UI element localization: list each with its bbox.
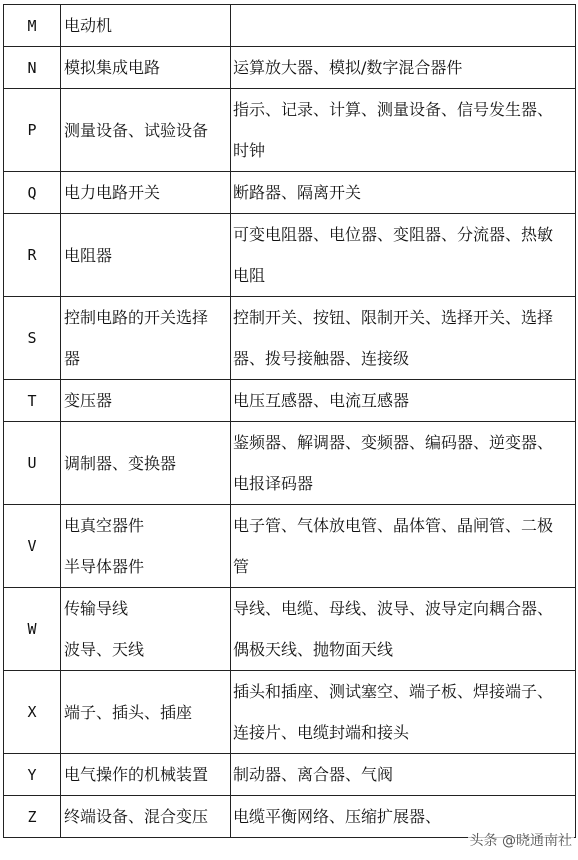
row-code: Q [4, 172, 61, 214]
row-name [61, 422, 231, 505]
row-items [231, 422, 576, 505]
row-items [231, 172, 576, 214]
items-line: 断路器、隔离开关 [233, 183, 362, 202]
items-line: 可变电阻器、电位器、变阻器、分流器、热敏 [233, 225, 554, 244]
watermark: 头条 @晓通南社 [468, 830, 574, 850]
row-items [231, 754, 576, 796]
table-row [4, 47, 576, 89]
items-line: 运算放大器、模拟/数字混合器件 [233, 58, 463, 77]
name-line: 电真空器件 [64, 516, 145, 535]
row-code: T [4, 380, 61, 422]
row-name [61, 671, 231, 754]
table-body [4, 5, 576, 838]
row-items [231, 89, 576, 172]
name-line: 电阻器 [64, 245, 113, 265]
row-name [61, 754, 231, 796]
row-code: X [4, 671, 61, 754]
row-name [61, 505, 231, 588]
items-line: 电报译码器 [233, 474, 314, 493]
items-line: 鉴频器、解调器、变频器、编码器、逆变器、 [233, 433, 554, 452]
table-row [4, 214, 576, 297]
items-line: 导线、电缆、母线、波导、波导定向耦合器、 [233, 599, 554, 618]
name-line: 波导、天线 [64, 640, 145, 659]
row-items [231, 214, 576, 297]
row-items [231, 5, 576, 47]
name-line: 变压器 [64, 391, 113, 410]
row-code: U [4, 422, 61, 505]
name-line: 器 [64, 349, 81, 368]
row-code: P [4, 89, 61, 172]
row-items [231, 588, 576, 671]
table-row [4, 380, 576, 422]
table-row [4, 505, 576, 588]
name-line: 模拟集成电路 [64, 58, 161, 77]
items-line: 制动器、离合器、气阀 [233, 765, 394, 784]
name-line: 终端设备、混合变压 [64, 807, 209, 826]
row-code: R [4, 214, 61, 297]
items-line: 偶极天线、抛物面天线 [233, 640, 394, 659]
row-name [61, 297, 231, 380]
items-line: 管 [233, 557, 250, 576]
items-line: 器、拨号接触器、连接级 [233, 349, 410, 368]
items-line: 指示、记录、计算、测量设备、信号发生器、 [233, 100, 554, 119]
table-row [4, 671, 576, 754]
row-name [61, 47, 231, 89]
row-name [61, 172, 231, 214]
items-line: 插头和插座、测试塞空、端子板、焊接端子、 [233, 682, 554, 701]
table-row [4, 172, 576, 214]
items-line: 连接片、电缆封端和接头 [233, 723, 410, 742]
row-name [61, 5, 231, 47]
row-items [231, 671, 576, 754]
name-line: 控制电路的开关选择 [64, 308, 209, 327]
row-code: Y [4, 754, 61, 796]
row-code: S [4, 297, 61, 380]
row-code: W [4, 588, 61, 671]
name-line: 测量设备、试验设备 [64, 120, 209, 140]
items-line: 电子管、气体放电管、晶体管、晶闸管、二极 [233, 516, 554, 535]
code-table [3, 4, 576, 838]
row-items [231, 380, 576, 422]
name-line: 电力电路开关 [64, 183, 161, 202]
name-line: 端子、插头、插座 [64, 702, 193, 722]
row-name [61, 796, 231, 838]
row-code: Z [4, 796, 61, 838]
name-line: 半导体器件 [64, 557, 145, 576]
row-items [231, 297, 576, 380]
items-line: 控制开关、按钮、限制开关、选择开关、选择 [233, 308, 554, 327]
name-line: 电动机 [64, 16, 113, 35]
table-row [4, 297, 576, 380]
row-items [231, 47, 576, 89]
table-row [4, 89, 576, 172]
items-line: 电阻 [233, 266, 266, 285]
table-row [4, 422, 576, 505]
items-line: 时钟 [233, 141, 266, 160]
table-row [4, 5, 576, 47]
row-code: N [4, 47, 61, 89]
table-row [4, 754, 576, 796]
items-line: 电压互感器、电流互感器 [233, 391, 410, 410]
row-name [61, 380, 231, 422]
name-line: 传输导线 [64, 599, 129, 618]
row-name [61, 214, 231, 297]
row-name [61, 89, 231, 172]
name-line: 调制器、变换器 [64, 453, 177, 473]
row-name [61, 588, 231, 671]
row-items [231, 505, 576, 588]
row-code: M [4, 5, 61, 47]
table-row [4, 588, 576, 671]
items-line: 电缆平衡网络、压缩扩展器、 [233, 807, 442, 826]
row-code: V [4, 505, 61, 588]
name-line: 电气操作的机械装置 [64, 765, 209, 784]
